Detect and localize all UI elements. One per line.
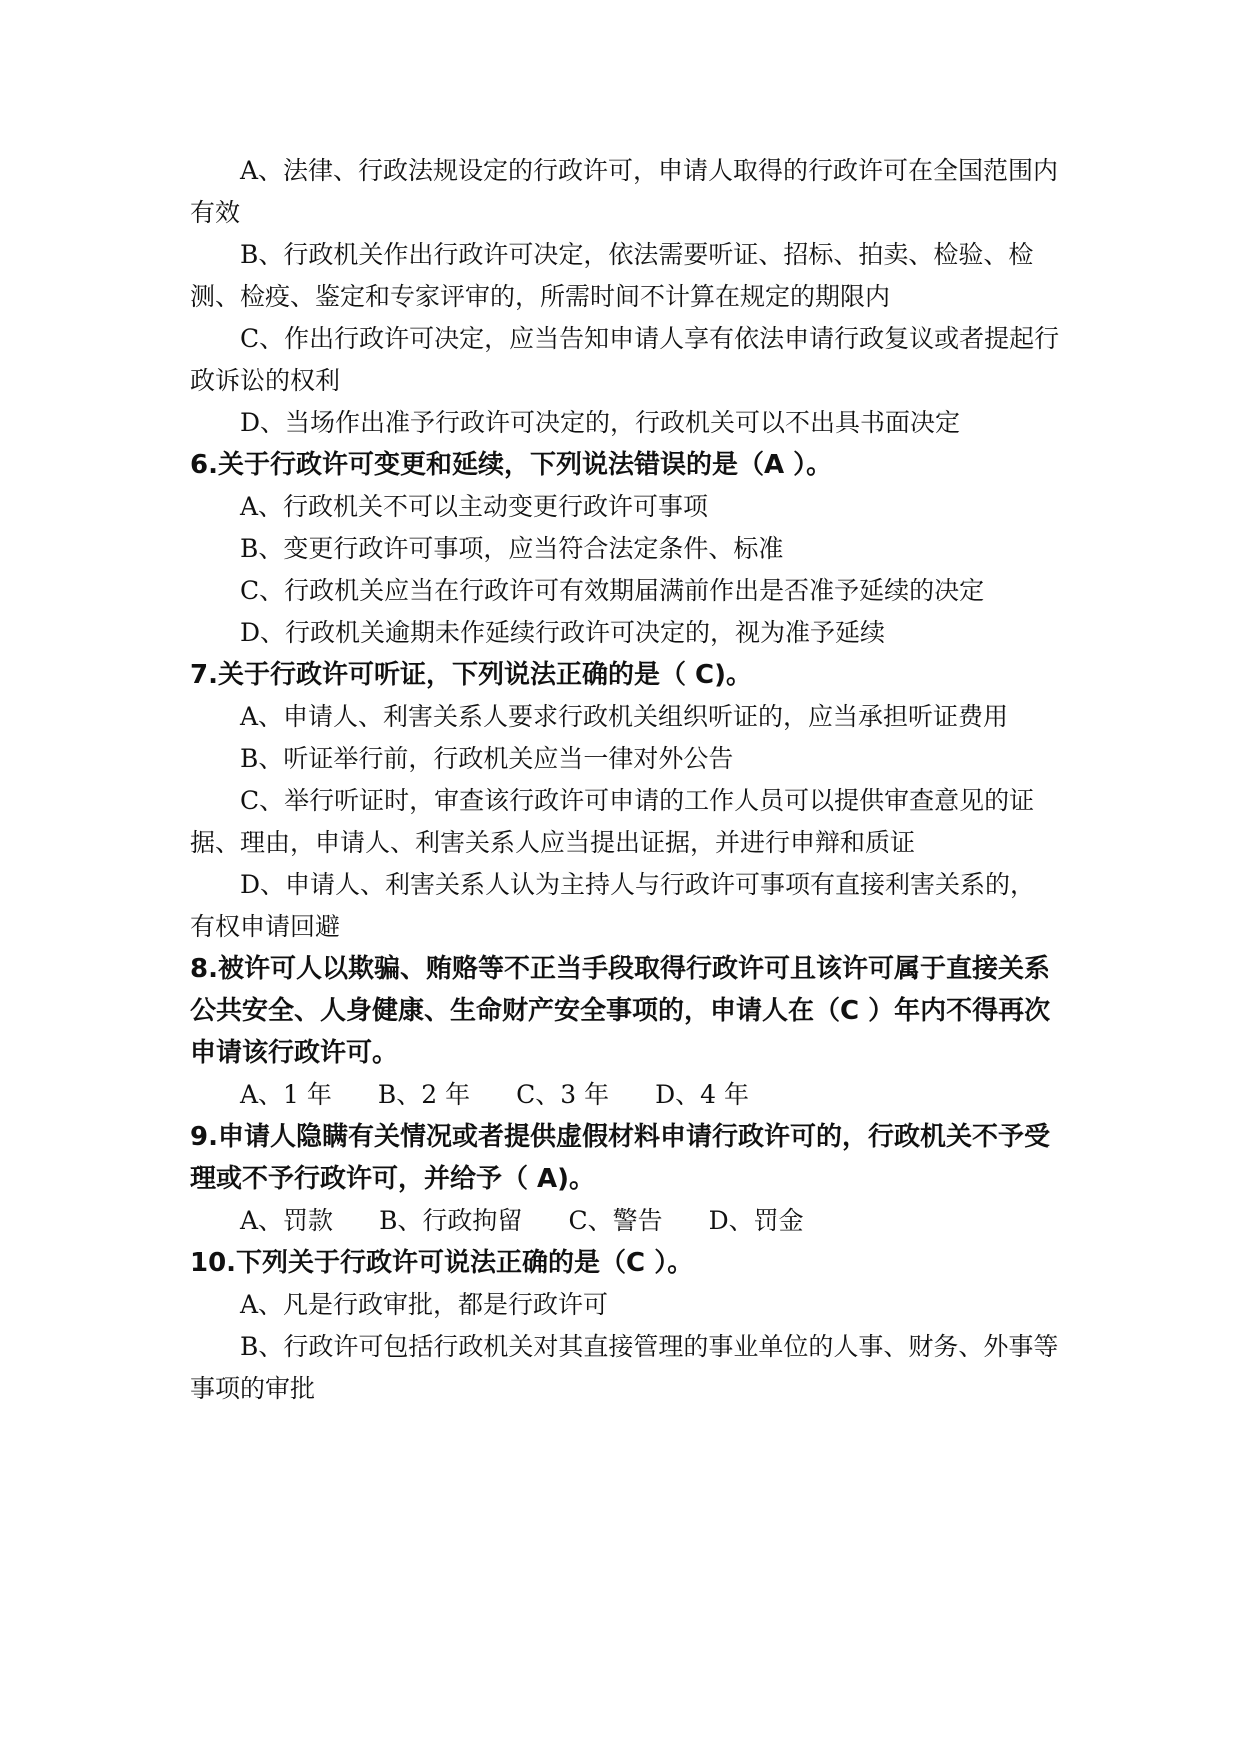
q9-option-a: A、罚款	[240, 1206, 334, 1235]
q9-option-d: D、罚金	[708, 1206, 804, 1235]
q8-option-d: D、4 年	[655, 1080, 750, 1109]
q8-question: 8.被许可人以欺骗、贿赂等不正当手段取得行政许可且该许可属于直接关系公共安全、人身健康、生命财产安全事项的，申请人在（C ）年内不得再次申请该行政许可。	[190, 954, 1051, 1068]
q7-option-a: A、申请人、利害关系人要求行政机关组织听证的，应当承担听证费用	[240, 702, 1009, 731]
q8-option-a: A、1 年	[240, 1080, 332, 1109]
q6-option-d: D、行政机关逾期未作延续行政许可决定的，视为准予延续	[240, 618, 886, 647]
q8-option-c: C、3 年	[516, 1080, 610, 1109]
q6-question: 6.关于行政许可变更和延续，下列说法错误的是（A ）。	[190, 450, 833, 480]
q10-option-a: A、凡是行政审批，都是行政许可	[240, 1290, 609, 1319]
q7-option-b: B、听证举行前，行政机关应当一律对外公告	[240, 744, 734, 773]
q10-option-b: B、行政许可包括行政机关对其直接管理的事业单位的人事、财务、外事等事项的审批	[190, 1332, 1059, 1403]
q6-option-b: B、变更行政许可事项，应当符合法定条件、标准	[240, 534, 784, 563]
q7-question: 7.关于行政许可听证，下列说法正确的是（ C)。	[190, 660, 752, 690]
q7-option-c: C、举行听证时，审查该行政许可申请的工作人员可以提供审查意见的证据、理由，申请人、利害关系人应当提出证据，并进行申辩和质证	[190, 786, 1035, 857]
q9-option-c: C、警告	[568, 1206, 663, 1235]
q7-option-d: D、申请人、利害关系人认为主持人与行政许可事项有直接利害关系的，有权申请回避	[190, 870, 1036, 941]
q6-option-c: C、行政机关应当在行政许可有效期届满前作出是否准予延续的决定	[240, 576, 985, 605]
q8-options	[190, 1074, 1060, 1116]
document-body	[190, 150, 1060, 1410]
q9-options	[190, 1200, 1060, 1242]
q5-option-d: D、当场作出准予行政许可决定的，行政机关可以不出具书面决定	[240, 408, 961, 437]
q9-option-b: B、行政拘留	[379, 1206, 523, 1235]
q5-option-b: B、行政机关作出行政许可决定，依法需要听证、招标、拍卖、检验、检测、检疫、鉴定和专家评审的，所需时间不计算在规定的期限内	[190, 240, 1034, 311]
q5-option-a: A、法律、行政法规设定的行政许可，申请人取得的行政许可在全国范围内有效	[190, 156, 1059, 227]
q10-question: 10.下列关于行政许可说法正确的是（C ）。	[190, 1248, 694, 1278]
q6-option-a: A、行政机关不可以主动变更行政许可事项	[240, 492, 709, 521]
q9-question: 9.申请人隐瞒有关情况或者提供虚假材料申请行政许可的，行政机关不予受理或不予行政许可，并给予（ A)。	[190, 1122, 1050, 1194]
q5-option-c: C、作出行政许可决定，应当告知申请人享有依法申请行政复议或者提起行政诉讼的权利	[190, 324, 1060, 395]
q8-option-b: B、2 年	[377, 1080, 471, 1109]
